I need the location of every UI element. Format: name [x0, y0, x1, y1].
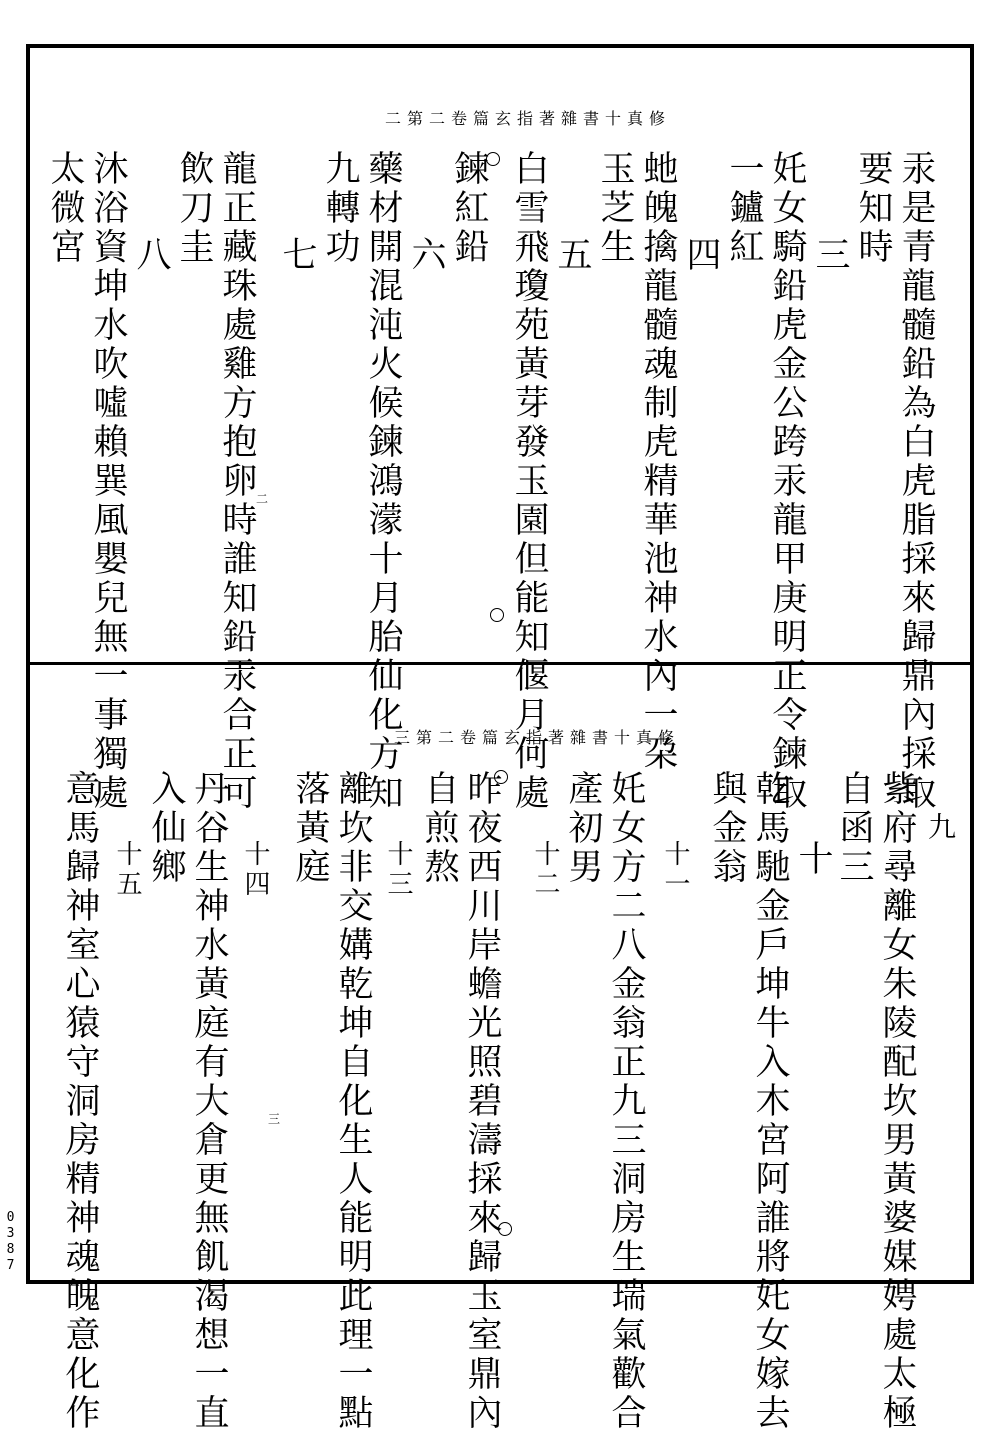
upper-col-11: 鍊紅鉛	[449, 150, 489, 267]
lower-col-11: 昨夜西川岸蟾光照碧濤採來歸玉室鼎內	[462, 770, 502, 1433]
lower-col-13: 十三	[383, 840, 413, 900]
lower-col-17: 丹谷生神水黃庭有大倉更無飢渴想一直	[189, 770, 229, 1433]
lower-col-16: 十四	[240, 840, 270, 900]
upper-col-4: 奼女騎鉛虎金公跨汞龍甲庚明正令鍊取	[767, 150, 807, 813]
lower-col-3: 自函三	[834, 770, 874, 887]
lower-col-1: 九	[924, 812, 957, 844]
upper-col-13: 藥材開混沌火候鍊鴻濛十月胎仙化方知	[363, 150, 403, 813]
upper-col-5: 一鑪紅	[724, 150, 764, 267]
upper-col-10: 白雪飛瓊苑黃芽發玉園但能知偃月何處	[509, 150, 549, 813]
upper-col-18: 八	[131, 236, 171, 275]
upper-col-20: 太微宮	[45, 150, 85, 267]
lower-col-10: 十二	[530, 840, 560, 900]
lower-col-15: 落黃庭	[290, 770, 330, 887]
upper-col-3: 三	[810, 236, 850, 275]
lower-margin-note: 三	[268, 1112, 281, 1126]
lower-col-5: 乾馬馳金戶坤牛入木宮阿誰將奼女嫁去	[750, 770, 790, 1433]
lower-col-4: 十	[793, 840, 833, 879]
lower-circle-mark-2	[498, 1222, 512, 1236]
page-number: 0387	[3, 1210, 18, 1274]
upper-col-9: 五	[552, 236, 592, 275]
lower-col-8: 奼女方二八金翁正九三洞房生瑞氣歡合	[606, 770, 646, 1433]
lower-running-head: 修真十書雜著指玄篇卷二第三	[394, 728, 681, 747]
lower-col-2: 紫府尋離女朱陵配坎男黃婆媒娉處太極	[877, 770, 917, 1433]
lower-circle-mark-1	[494, 770, 508, 784]
lower-col-6: 與金翁	[707, 770, 747, 887]
upper-col-8: 玉芝生	[595, 150, 635, 267]
lower-col-9: 產初男	[563, 770, 603, 887]
upper-col-7: 虵魄擒龍髓魂制虎精華池神水內一朶	[638, 150, 678, 774]
upper-col-2: 要知時	[853, 150, 893, 267]
lower-col-12: 自煎熬	[419, 770, 459, 887]
upper-col-17: 飲刀圭	[174, 150, 214, 267]
upper-circle-mark-1	[486, 152, 500, 166]
upper-col-19: 沐浴資坤水吹噓賴巽風嬰兒無一事獨處	[88, 150, 128, 813]
upper-col-14: 九轉功	[320, 150, 360, 267]
upper-margin-note: 二	[256, 492, 269, 506]
upper-col-16: 龍正藏珠處雞方抱卵時誰知鉛汞合正可	[217, 150, 257, 813]
lower-col-7: 十一	[660, 840, 690, 900]
upper-circle-mark-2	[490, 608, 504, 622]
lower-col-14: 離坎非交媾乾坤自化生人能明此理一點	[333, 770, 373, 1433]
upper-col-12: 六	[406, 236, 446, 275]
upper-col-15: 七	[277, 236, 317, 275]
lower-col-19: 十五	[112, 840, 142, 900]
lower-col-20: 意馬歸神室心猿守洞房精神魂魄意化作	[60, 770, 100, 1433]
upper-col-1: 汞是青龍髓鉛為白虎脂採來歸鼎內採取	[896, 150, 936, 813]
page-divider	[30, 662, 970, 665]
lower-col-18: 入仙鄉	[146, 770, 186, 887]
upper-col-6: 四	[681, 236, 721, 275]
upper-running-head: 修真十書雜著指玄篇卷二第二	[385, 109, 672, 128]
